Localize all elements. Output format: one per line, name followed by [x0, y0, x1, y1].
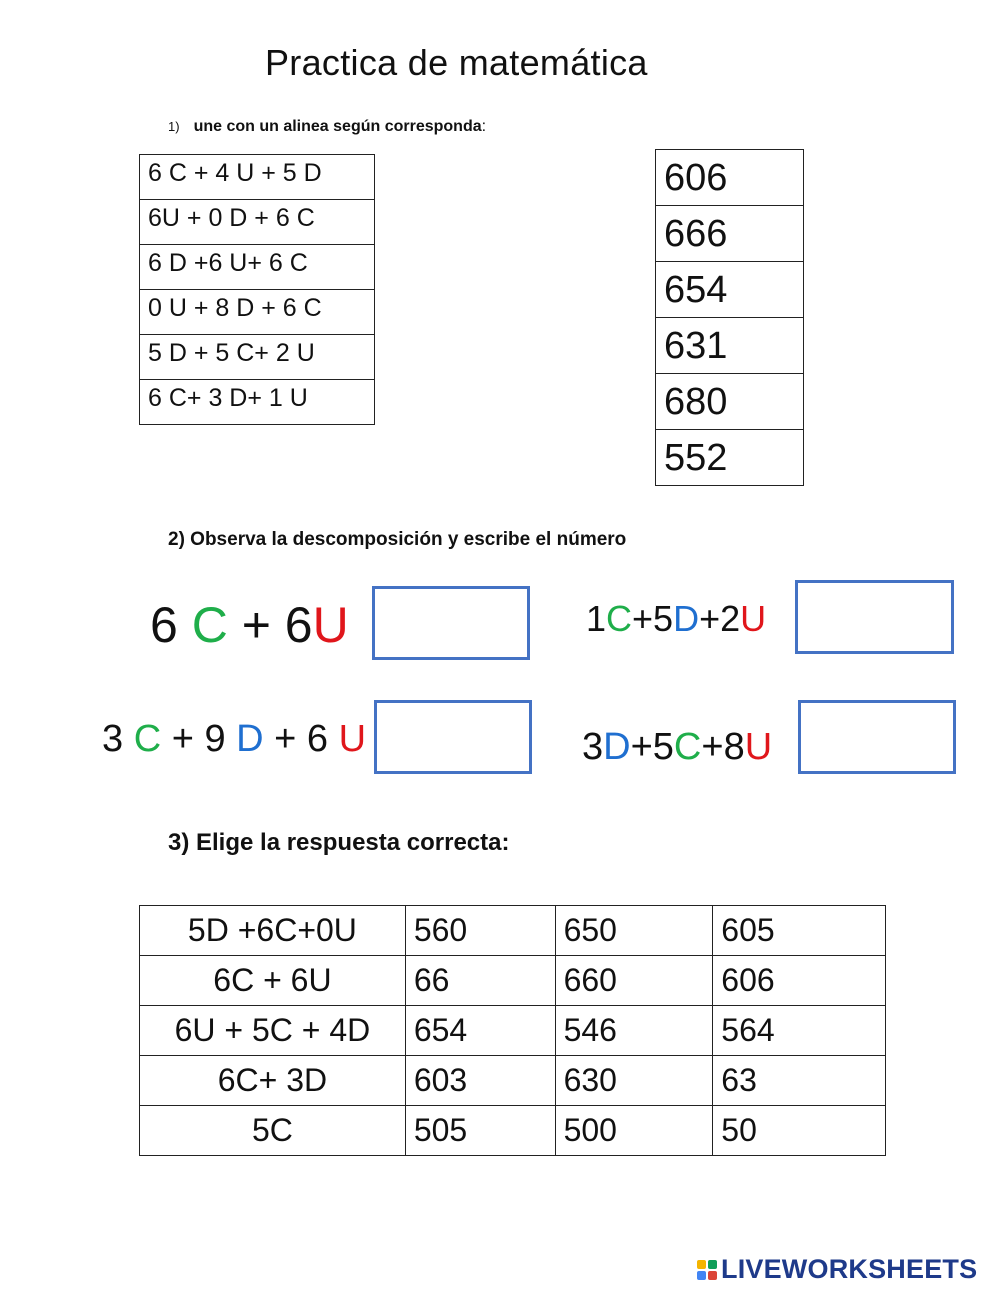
- decomposition-expression-2: 1C+5D+2U: [586, 598, 767, 639]
- match-left-item[interactable]: 6 C + 4 U + 5 D: [140, 155, 375, 200]
- liveworksheets-logo-text: LIVEWORKSHEETS: [721, 1254, 978, 1284]
- choice-row: [140, 956, 886, 1006]
- match-right-item[interactable]: 606: [656, 150, 804, 206]
- liveworksheets-logo-icon: [697, 1260, 717, 1280]
- choice-option[interactable]: 63: [713, 1056, 886, 1106]
- liveworksheets-logo: [697, 1254, 977, 1285]
- section1-number: 1): [168, 119, 180, 134]
- match-right-item[interactable]: 552: [656, 430, 804, 486]
- decomposition-expression-3: 3 C + 9 D + 6 U: [102, 718, 367, 760]
- section1-text: une con un alinea según corresponda: [193, 118, 482, 135]
- choice-option[interactable]: 606: [713, 956, 886, 1006]
- choice-option[interactable]: 500: [555, 1106, 713, 1156]
- choice-row: [140, 906, 886, 956]
- section1-instruction: 1) une con un alinea según corresponda:: [168, 118, 487, 135]
- choice-expression: 6C+ 3D: [140, 1056, 406, 1106]
- choice-option[interactable]: 603: [405, 1056, 555, 1106]
- match-right-item[interactable]: 654: [656, 262, 804, 318]
- decomposition-expression-4: 3D+5C+8U: [582, 726, 773, 768]
- choice-option[interactable]: 605: [713, 906, 886, 956]
- section2-instruction: 2) Observa la descomposición y escribe el número: [168, 529, 627, 550]
- choice-option[interactable]: 50: [713, 1106, 886, 1156]
- choice-row: [140, 1056, 886, 1106]
- decomposition-expression-1: 6 C + 6U: [150, 597, 349, 653]
- choice-expression: 5D +6C+0U: [140, 906, 406, 956]
- choice-expression: 6C + 6U: [140, 956, 406, 1006]
- match-right-item[interactable]: 631: [656, 318, 804, 374]
- answer-input-4[interactable]: [798, 700, 956, 774]
- choice-option[interactable]: 560: [405, 906, 555, 956]
- choice-expression: 5C: [140, 1106, 406, 1156]
- match-left-table: [139, 154, 375, 425]
- match-right-table: [655, 149, 804, 486]
- answer-input-1[interactable]: [372, 586, 530, 660]
- match-right-item[interactable]: 680: [656, 374, 804, 430]
- choice-option[interactable]: 654: [405, 1006, 555, 1056]
- choice-option[interactable]: 546: [555, 1006, 713, 1056]
- choice-option[interactable]: 66: [405, 956, 555, 1006]
- match-left-item[interactable]: 6U + 0 D + 6 C: [140, 200, 375, 245]
- choice-option[interactable]: 630: [555, 1056, 713, 1106]
- section3-instruction: 3) Elige la respuesta correcta:: [168, 829, 510, 856]
- choice-row: [140, 1106, 886, 1156]
- choice-option[interactable]: 660: [555, 956, 713, 1006]
- choice-option[interactable]: 650: [555, 906, 713, 956]
- match-left-item[interactable]: 6 D +6 U+ 6 C: [140, 245, 375, 290]
- answer-input-2[interactable]: [795, 580, 954, 654]
- page-title: Practica de matemática: [265, 42, 648, 83]
- match-left-item[interactable]: 5 D + 5 C+ 2 U: [140, 335, 375, 380]
- match-right-item[interactable]: 666: [656, 206, 804, 262]
- choice-row: [140, 1006, 886, 1056]
- answer-input-3[interactable]: [374, 700, 532, 774]
- match-left-item[interactable]: 6 C+ 3 D+ 1 U: [140, 380, 375, 425]
- choice-table: [139, 905, 886, 1156]
- choice-option[interactable]: 564: [713, 1006, 886, 1056]
- choice-option[interactable]: 505: [405, 1106, 555, 1156]
- choice-expression: 6U + 5C + 4D: [140, 1006, 406, 1056]
- match-left-item[interactable]: 0 U + 8 D + 6 C: [140, 290, 375, 335]
